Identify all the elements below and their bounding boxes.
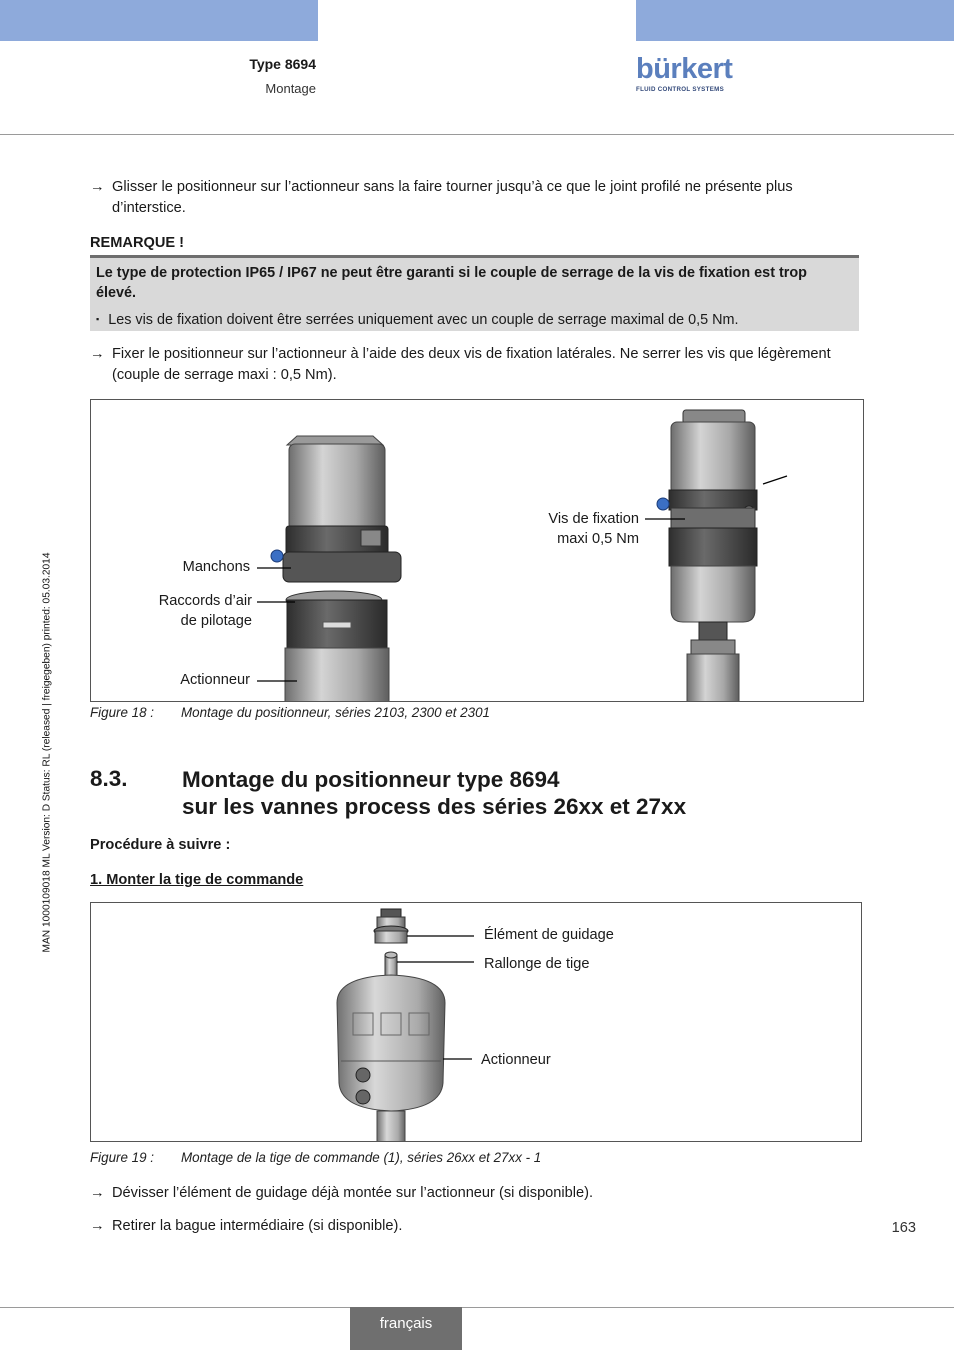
logo-tagline: FLUID CONTROL SYSTEMS (636, 86, 724, 93)
instruction-text: Glisser le positionneur sur l’actionneur sans la faire tourner jusqu’à ce que le joint profilé ne présente plus d’interstice. (112, 179, 793, 216)
language-tab: français (350, 1307, 462, 1350)
leader-vis-right (763, 476, 787, 484)
page-number: 163 (891, 1220, 916, 1236)
square-bullet-icon: ▪ (96, 314, 100, 324)
header-type-label: Type 8694 (249, 56, 316, 72)
step-1-heading: 1. Monter la tige de commande (90, 872, 304, 888)
section-number: 8.3. (90, 766, 128, 791)
label-vis-2: maxi 0,5 Nm (557, 531, 639, 547)
header-section-label: Montage (265, 81, 316, 96)
footer-rule (0, 1307, 954, 1308)
section-title (182, 766, 686, 820)
logo-word: bürkert (636, 53, 733, 85)
instruction-fix-positioner (90, 344, 860, 385)
note-bullet-item (96, 312, 739, 328)
section-title-line-2: sur les vannes process des séries 26xx et 27xx (182, 794, 687, 819)
figure-19-illustration (91, 903, 862, 1142)
figure-19-frame (90, 902, 862, 1142)
label-actionneur: Actionneur (180, 672, 250, 688)
label-rallonge-tige: Rallonge de tige (484, 956, 590, 972)
header-rule (0, 134, 954, 135)
positioner-left-drawing (271, 436, 401, 702)
label-raccords-2: de pilotage (180, 613, 252, 629)
label-raccords-1: Raccords d’air (158, 593, 252, 609)
procedure-label: Procédure à suivre : (90, 837, 231, 853)
figure-18-caption-number: Figure 18 : (90, 705, 155, 720)
burkert-logo (636, 53, 736, 97)
header-band-left (0, 0, 318, 41)
side-print-info: MAN 1000109018 ML Version: D Status: RL (released | freigegeben) printed: 05.03.2014 (41, 552, 53, 953)
positioner-right-drawing (657, 410, 757, 702)
label-element-guidage: Élément de guidage (484, 927, 614, 943)
note-warning-text: Le type de protection IP65 / IP67 ne peut être garanti si le couple de serrage de la vis de fixation est trop élevé. (96, 265, 807, 301)
instruction-text: Retirer la bague intermédiaire (si disponible). (112, 1218, 403, 1234)
label-vis-1: Vis de fixation (548, 511, 639, 527)
note-box (90, 255, 859, 331)
figure-18-frame (90, 399, 864, 702)
actuator-drawing (337, 909, 445, 1142)
figure-18-illustration (91, 400, 864, 702)
section-title-line-1: Montage du positionneur type 8694 (182, 767, 560, 792)
instruction-slide-positioner (90, 177, 860, 218)
instruction-text: Fixer le positionneur sur l’actionneur à l’aide des deux vis de fixation latérales. Ne serrer les vis que légèrement (couple de serrage maxi : 0,5 Nm). (112, 346, 831, 383)
instruction-unscrew-guide (90, 1183, 860, 1204)
label-manchons: Manchons (182, 559, 250, 575)
arrow-icon: → (90, 1185, 105, 1201)
figure-18-caption-text: Montage du positionneur, séries 2103, 2300 et 2301 (181, 705, 490, 720)
note-title: REMARQUE ! (90, 235, 185, 251)
arrow-icon: → (90, 346, 105, 362)
label-actionneur-19: Actionneur (481, 1052, 551, 1068)
arrow-icon: → (90, 1218, 105, 1234)
header-band-right (636, 0, 954, 41)
instruction-remove-ring (90, 1216, 860, 1237)
figure-19-caption-number: Figure 19 : (90, 1150, 155, 1165)
arrow-icon: → (90, 179, 105, 195)
note-bullet-text: Les vis de fixation doivent être serrées uniquement avec un couple de serrage maximal de 0,5 Nm. (108, 312, 739, 328)
figure-19-caption-text: Montage de la tige de commande (1), séries 26xx et 27xx - 1 (181, 1150, 542, 1165)
instruction-text: Dévisser l’élément de guidage déjà montée sur l’actionneur (si disponible). (112, 1185, 594, 1201)
